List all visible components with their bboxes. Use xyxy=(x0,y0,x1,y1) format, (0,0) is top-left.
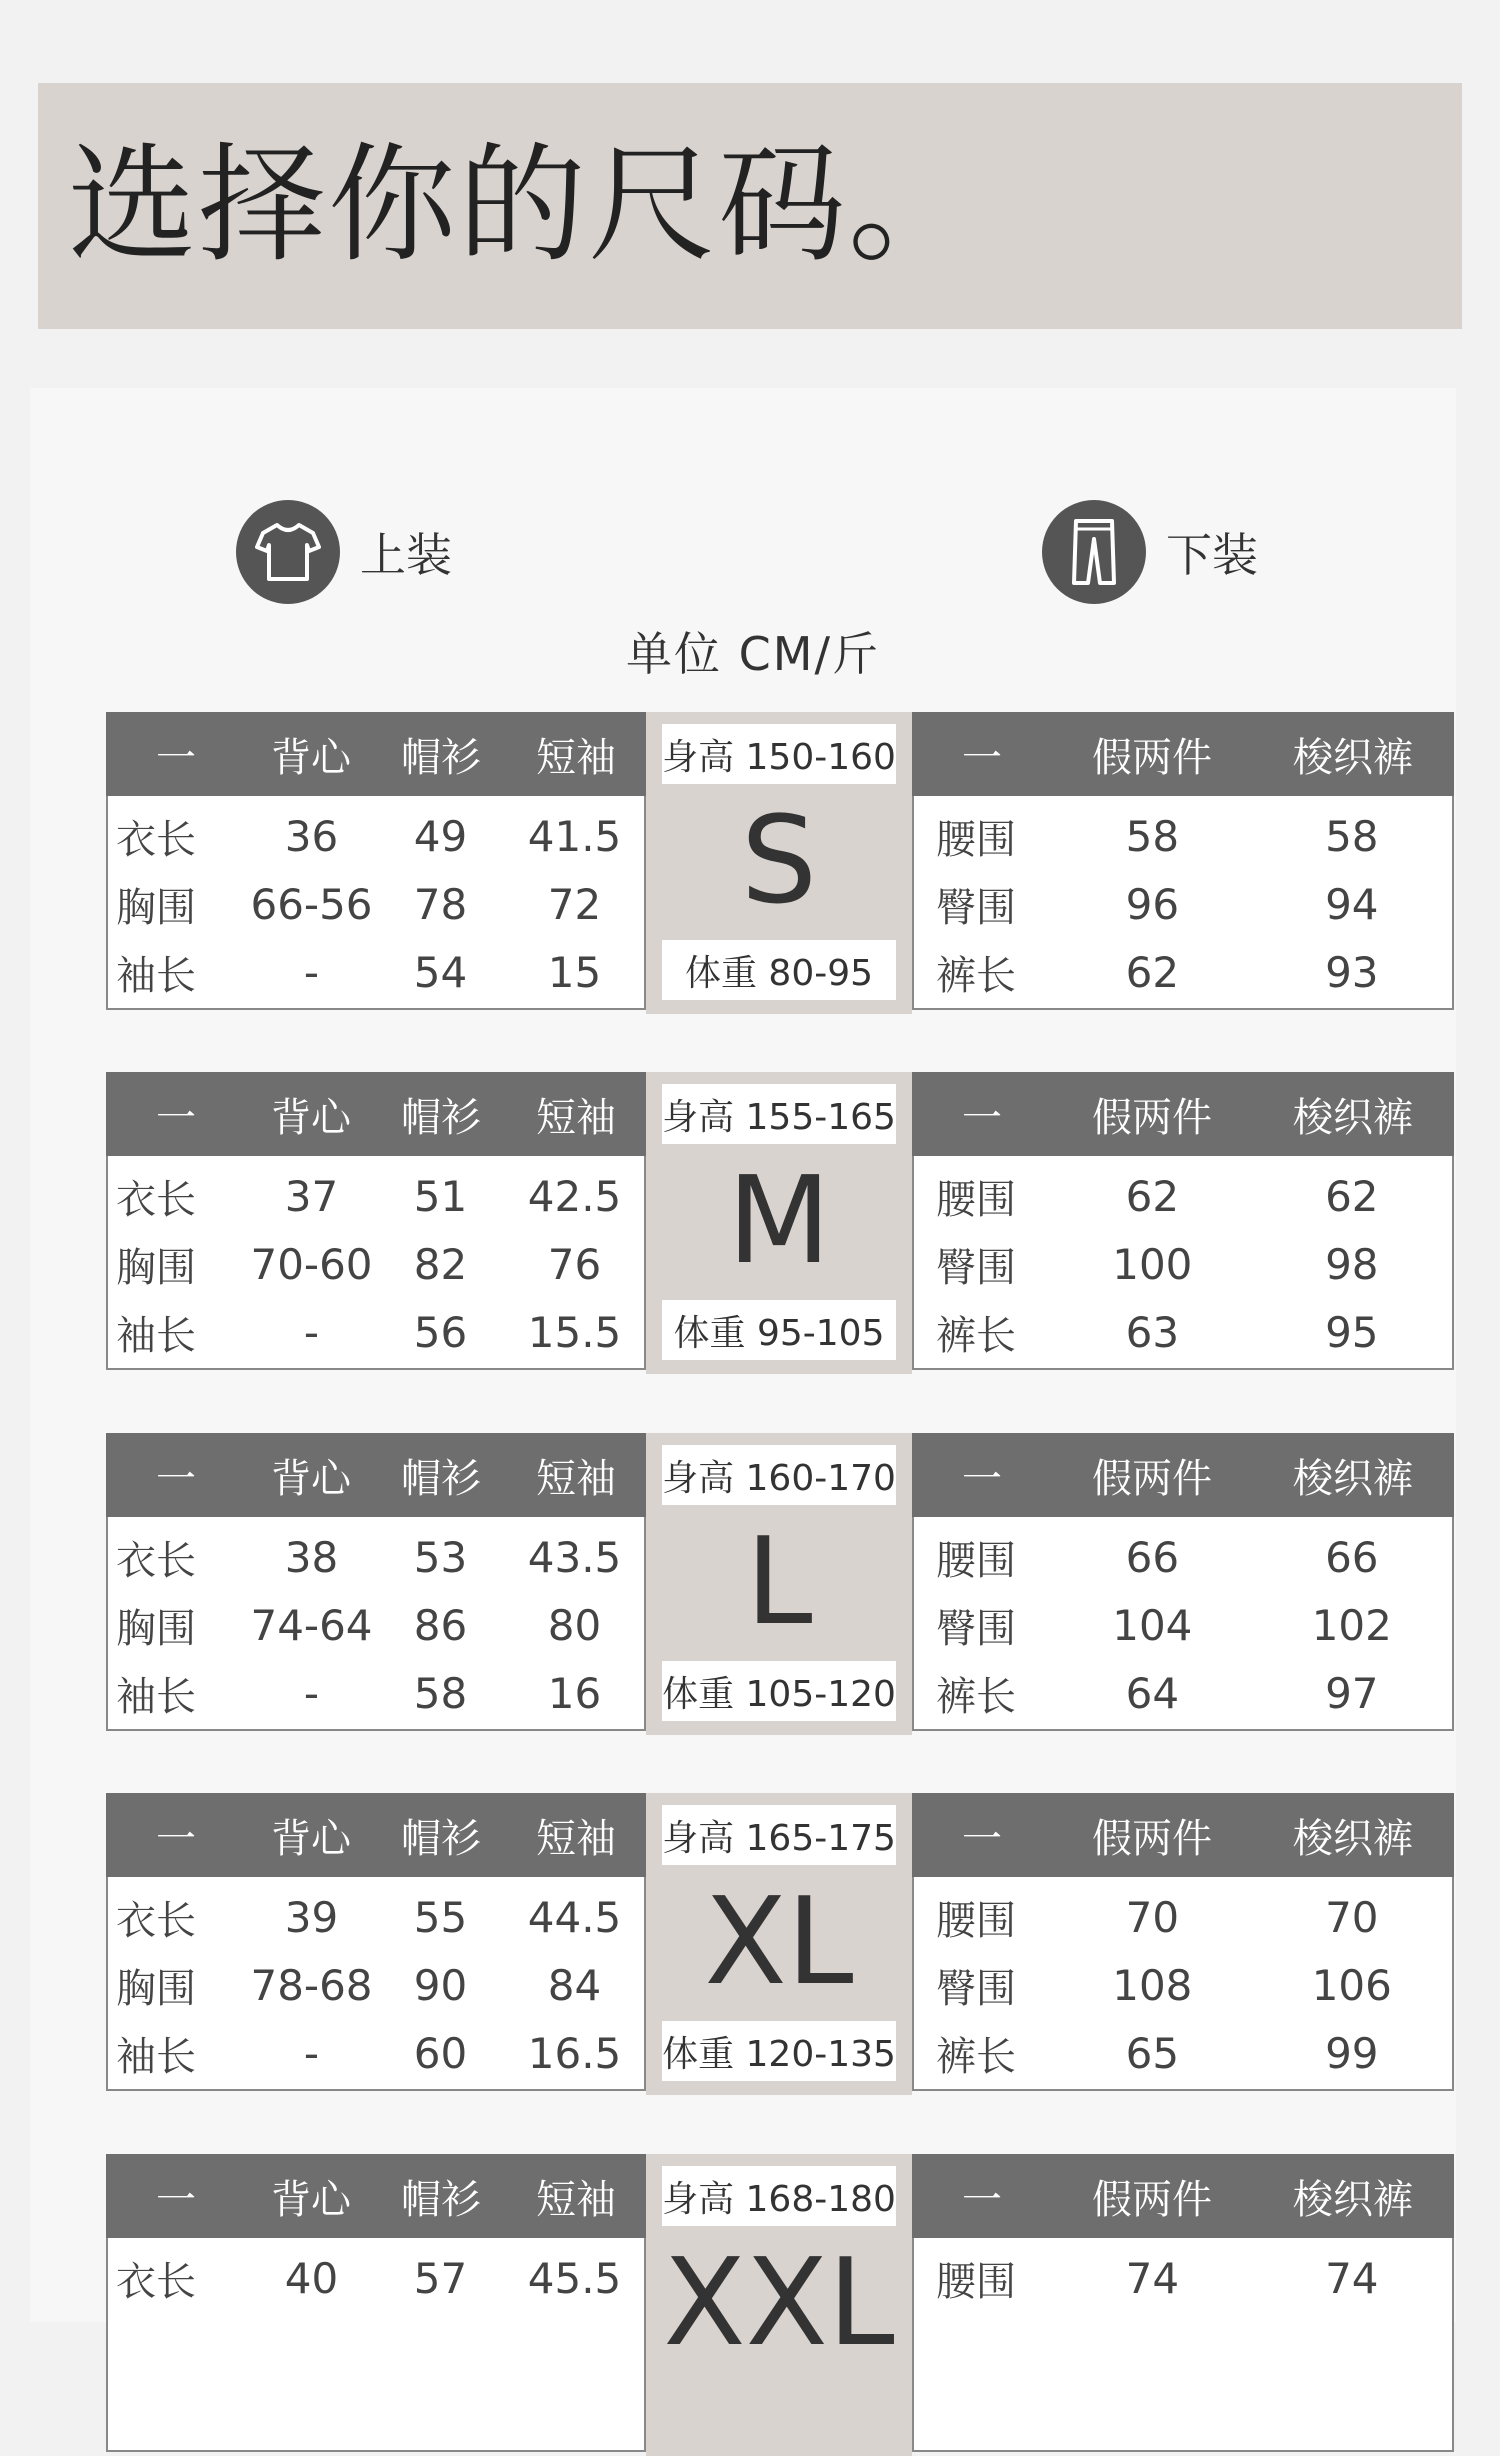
bottom-header-cell: 一 xyxy=(962,1815,1002,1862)
row-label: 胸围 xyxy=(116,1244,196,1291)
bottom-header-cell: 一 xyxy=(962,1094,1002,1141)
table-row xyxy=(914,1951,1452,2019)
row-label: 腰围 xyxy=(936,1537,1016,1584)
table-row xyxy=(914,1230,1452,1298)
height-range: 身高 160-170 xyxy=(662,1445,896,1505)
category-bottom-label: 下装 xyxy=(1166,528,1258,582)
top-header-cell: 帽衫 xyxy=(401,2176,481,2223)
height-range: 身高 155-165 xyxy=(662,1084,896,1144)
top-header-cell: 背心 xyxy=(271,2176,351,2223)
top-header-cell: 帽衫 xyxy=(401,734,481,781)
top-header-cell: 短袖 xyxy=(536,734,616,781)
table-cell: 74 xyxy=(1125,2253,1180,2303)
table-cell: 95 xyxy=(1325,1307,1379,1357)
bottom-header-cell: 梭织裤 xyxy=(1293,1815,1413,1862)
table-cell: 108 xyxy=(1112,1960,1193,2010)
table-row xyxy=(108,1162,644,1230)
row-label: 衣长 xyxy=(116,1897,196,1944)
size-letter: XL xyxy=(704,1873,854,2012)
table-row xyxy=(108,2244,644,2312)
top-header-cell: 一 xyxy=(156,1455,196,1502)
row-label: 腰围 xyxy=(936,1897,1016,1944)
table-row xyxy=(914,2019,1452,2087)
table-row xyxy=(914,938,1452,1006)
size-letter: M xyxy=(727,1152,831,1291)
row-label: 袖长 xyxy=(116,1673,196,1720)
table-cell: 45.5 xyxy=(527,2253,622,2303)
table-row xyxy=(108,1298,644,1366)
table-cell: 74-64 xyxy=(250,1600,373,1650)
table-cell: 100 xyxy=(1112,1239,1193,1289)
weight-range: 体重 95-105 xyxy=(662,1300,896,1360)
table-cell: 76 xyxy=(547,1239,602,1289)
table-row xyxy=(914,1591,1452,1659)
table-cell: 16 xyxy=(547,1668,602,1718)
weight-range: 体重 105-120 xyxy=(662,1661,896,1721)
top-header-cell: 背心 xyxy=(271,734,351,781)
unit-label: 单位 CM/斤 xyxy=(626,627,880,681)
bottom-header-cell: 假两件 xyxy=(1092,1094,1212,1141)
size-block-xl xyxy=(106,1793,1454,2095)
bottom-table-body xyxy=(912,1156,1454,1370)
bottom-header-cell: 一 xyxy=(962,1455,1002,1502)
table-cell: 57 xyxy=(413,2253,468,2303)
row-label: 衣长 xyxy=(116,2258,196,2305)
table-cell: 78-68 xyxy=(250,1960,373,2010)
top-measurements-table xyxy=(106,1793,646,2095)
top-header-cell: 短袖 xyxy=(536,2176,616,2223)
bottom-table-body xyxy=(912,1877,1454,2091)
table-cell: 62 xyxy=(1125,947,1180,997)
bottom-measurements-table xyxy=(912,712,1454,1014)
weight-range: 体重 120-135 xyxy=(662,2021,896,2081)
top-header-cell: 短袖 xyxy=(536,1094,616,1141)
table-cell: 78 xyxy=(413,879,468,929)
table-cell: 72 xyxy=(547,879,602,929)
bottom-header-cell: 假两件 xyxy=(1092,2176,1212,2223)
table-cell: - xyxy=(303,1307,320,1357)
table-cell: 99 xyxy=(1325,2028,1379,2078)
height-range: 身高 165-175 xyxy=(662,1805,896,1865)
top-table-header xyxy=(106,1072,646,1156)
size-indicator xyxy=(646,712,912,1014)
table-cell: 43.5 xyxy=(527,1532,622,1582)
table-cell: 80 xyxy=(547,1600,602,1650)
table-cell: 86 xyxy=(413,1600,468,1650)
row-label: 裤长 xyxy=(936,2033,1016,2080)
top-header-cell: 帽衫 xyxy=(401,1455,481,1502)
title-banner xyxy=(38,83,1462,329)
table-cell: 93 xyxy=(1325,947,1379,997)
row-label: 腰围 xyxy=(936,816,1016,863)
table-cell: 16.5 xyxy=(527,2028,622,2078)
table-row xyxy=(108,1951,644,2019)
height-range: 身高 150-160 xyxy=(662,724,896,784)
table-row xyxy=(108,1523,644,1591)
size-chart-panel xyxy=(30,388,1456,2373)
bottom-header-cell: 假两件 xyxy=(1092,1815,1212,1862)
table-cell: 54 xyxy=(413,947,468,997)
table-cell: - xyxy=(303,1668,320,1718)
table-cell: 70 xyxy=(1125,1892,1180,1942)
row-label: 裤长 xyxy=(936,952,1016,999)
bottom-table-header xyxy=(912,712,1454,796)
height-range: 身高 168-180 xyxy=(662,2166,896,2226)
table-cell: 96 xyxy=(1125,879,1180,929)
table-cell: 63 xyxy=(1125,1307,1180,1357)
bottom-header-cell: 梭织裤 xyxy=(1293,2176,1413,2223)
table-cell: 66-56 xyxy=(250,879,373,929)
table-row xyxy=(108,1591,644,1659)
bottom-header-cell: 一 xyxy=(962,734,1002,781)
top-table-header xyxy=(106,712,646,796)
table-cell: 38 xyxy=(284,1532,339,1582)
table-row xyxy=(108,1883,644,1951)
table-row xyxy=(914,1659,1452,1727)
bottom-header-cell: 梭织裤 xyxy=(1293,734,1413,781)
table-cell: 58 xyxy=(413,1668,468,1718)
table-cell: 70 xyxy=(1325,1892,1379,1942)
table-cell: 64 xyxy=(1125,1668,1180,1718)
table-cell: - xyxy=(303,947,320,997)
bottom-table-header xyxy=(912,2154,1454,2238)
top-header-cell: 一 xyxy=(156,734,196,781)
table-cell: 84 xyxy=(547,1960,602,2010)
table-row xyxy=(914,1162,1452,1230)
table-cell: 40 xyxy=(284,2253,339,2303)
row-label: 臀围 xyxy=(936,1965,1016,2012)
table-cell: 37 xyxy=(284,1171,339,1221)
size-indicator xyxy=(646,1433,912,1735)
row-label: 衣长 xyxy=(116,1176,196,1223)
table-row xyxy=(108,870,644,938)
table-row xyxy=(914,1883,1452,1951)
table-cell: 65 xyxy=(1125,2028,1180,2078)
size-letter: L xyxy=(745,1513,813,1652)
row-label: 腰围 xyxy=(936,2258,1016,2305)
row-label: 胸围 xyxy=(116,884,196,931)
size-block-m xyxy=(106,1072,1454,1374)
size-indicator xyxy=(646,1793,912,2095)
table-row xyxy=(914,2244,1452,2312)
bottom-header-cell: 假两件 xyxy=(1092,1455,1212,1502)
table-cell: 51 xyxy=(413,1171,468,1221)
table-cell: 70-60 xyxy=(250,1239,373,1289)
weight-range: 体重 80-95 xyxy=(662,940,896,1000)
table-cell: 39 xyxy=(284,1892,339,1942)
row-label: 臀围 xyxy=(936,1244,1016,1291)
top-measurements-table xyxy=(106,1433,646,1735)
table-cell: 66 xyxy=(1125,1532,1180,1582)
table-row xyxy=(108,1659,644,1727)
table-cell: 53 xyxy=(413,1532,468,1582)
table-cell: 90 xyxy=(413,1960,468,2010)
page-title: 选择你的尺码。 xyxy=(68,131,979,280)
top-measurements-table xyxy=(106,1072,646,1374)
size-letter: S xyxy=(740,792,818,931)
table-cell: 58 xyxy=(1125,811,1180,861)
category-top-label: 上装 xyxy=(360,528,452,582)
size-block-l xyxy=(106,1433,1454,1735)
bottom-table-header xyxy=(912,1072,1454,1156)
table-cell: 15 xyxy=(547,947,602,997)
table-cell: 98 xyxy=(1325,1239,1379,1289)
table-cell: 62 xyxy=(1325,1171,1379,1221)
table-cell: 74 xyxy=(1325,2253,1379,2303)
top-header-cell: 背心 xyxy=(271,1455,351,1502)
table-cell: 49 xyxy=(413,811,468,861)
table-cell: 104 xyxy=(1112,1600,1193,1650)
table-row xyxy=(108,2019,644,2087)
top-table-header xyxy=(106,1433,646,1517)
bottom-table-header xyxy=(912,1793,1454,1877)
table-cell: 58 xyxy=(1325,811,1379,861)
table-cell: 15.5 xyxy=(527,1307,622,1357)
size-indicator xyxy=(646,2154,912,2456)
top-table-body xyxy=(106,2238,646,2452)
row-label: 胸围 xyxy=(116,1605,196,1652)
table-cell: - xyxy=(303,2028,320,2078)
table-cell: 97 xyxy=(1325,1668,1379,1718)
top-header-cell: 一 xyxy=(156,1094,196,1141)
bottom-measurements-table xyxy=(912,1072,1454,1374)
table-cell: 66 xyxy=(1325,1532,1379,1582)
table-cell: 42.5 xyxy=(527,1171,622,1221)
row-label: 臀围 xyxy=(936,884,1016,931)
top-measurements-table xyxy=(106,712,646,1014)
table-row xyxy=(914,802,1452,870)
table-cell: 82 xyxy=(413,1239,468,1289)
category-top xyxy=(236,500,452,604)
table-cell: 62 xyxy=(1125,1171,1180,1221)
bottom-table-body xyxy=(912,1517,1454,1731)
row-label: 衣长 xyxy=(116,816,196,863)
row-label: 袖长 xyxy=(116,952,196,999)
bottom-measurements-table xyxy=(912,1433,1454,1735)
tshirt-icon xyxy=(236,500,340,604)
table-cell: 56 xyxy=(413,1307,468,1357)
row-label: 衣长 xyxy=(116,1537,196,1584)
row-label: 裤长 xyxy=(936,1673,1016,1720)
top-table-body xyxy=(106,1517,646,1731)
top-header-cell: 短袖 xyxy=(536,1815,616,1862)
table-row xyxy=(108,802,644,870)
table-cell: 106 xyxy=(1311,1960,1392,2010)
table-cell: 55 xyxy=(413,1892,468,1942)
top-table-header xyxy=(106,2154,646,2238)
bottom-measurements-table xyxy=(912,1793,1454,2095)
table-cell: 44.5 xyxy=(527,1892,622,1942)
bottom-header-cell: 梭织裤 xyxy=(1293,1455,1413,1502)
top-table-header xyxy=(106,1793,646,1877)
bottom-table-body xyxy=(912,796,1454,1010)
size-block-s xyxy=(106,712,1454,1014)
table-row xyxy=(914,1523,1452,1591)
top-header-cell: 帽衫 xyxy=(401,1815,481,1862)
top-header-cell: 背心 xyxy=(271,1094,351,1141)
top-header-cell: 一 xyxy=(156,1815,196,1862)
table-row xyxy=(108,1230,644,1298)
bottom-header-cell: 假两件 xyxy=(1092,734,1212,781)
row-label: 胸围 xyxy=(116,1965,196,2012)
size-indicator xyxy=(646,1072,912,1374)
size-letter: XXL xyxy=(663,2234,895,2373)
bottom-measurements-table xyxy=(912,2154,1454,2456)
top-table-body xyxy=(106,796,646,1010)
table-row xyxy=(914,1298,1452,1366)
table-row xyxy=(914,870,1452,938)
row-label: 袖长 xyxy=(116,1312,196,1359)
top-measurements-table xyxy=(106,2154,646,2456)
top-header-cell: 帽衫 xyxy=(401,1094,481,1141)
row-label: 腰围 xyxy=(936,1176,1016,1223)
pants-icon xyxy=(1042,500,1146,604)
category-bottom xyxy=(1042,500,1258,604)
bottom-header-cell: 一 xyxy=(962,2176,1002,2223)
table-cell: 60 xyxy=(413,2028,468,2078)
bottom-header-cell: 梭织裤 xyxy=(1293,1094,1413,1141)
table-cell: 102 xyxy=(1311,1600,1392,1650)
table-cell: 41.5 xyxy=(527,811,622,861)
top-table-body xyxy=(106,1156,646,1370)
row-label: 臀围 xyxy=(936,1605,1016,1652)
top-table-body xyxy=(106,1877,646,2091)
table-row xyxy=(108,938,644,1006)
size-block-xxl xyxy=(106,2154,1454,2456)
row-label: 袖长 xyxy=(116,2033,196,2080)
table-cell: 94 xyxy=(1325,879,1379,929)
bottom-table-header xyxy=(912,1433,1454,1517)
row-label: 裤长 xyxy=(936,1312,1016,1359)
top-header-cell: 背心 xyxy=(271,1815,351,1862)
table-cell: 36 xyxy=(284,811,339,861)
top-header-cell: 短袖 xyxy=(536,1455,616,1502)
top-header-cell: 一 xyxy=(156,2176,196,2223)
bottom-table-body xyxy=(912,2238,1454,2452)
